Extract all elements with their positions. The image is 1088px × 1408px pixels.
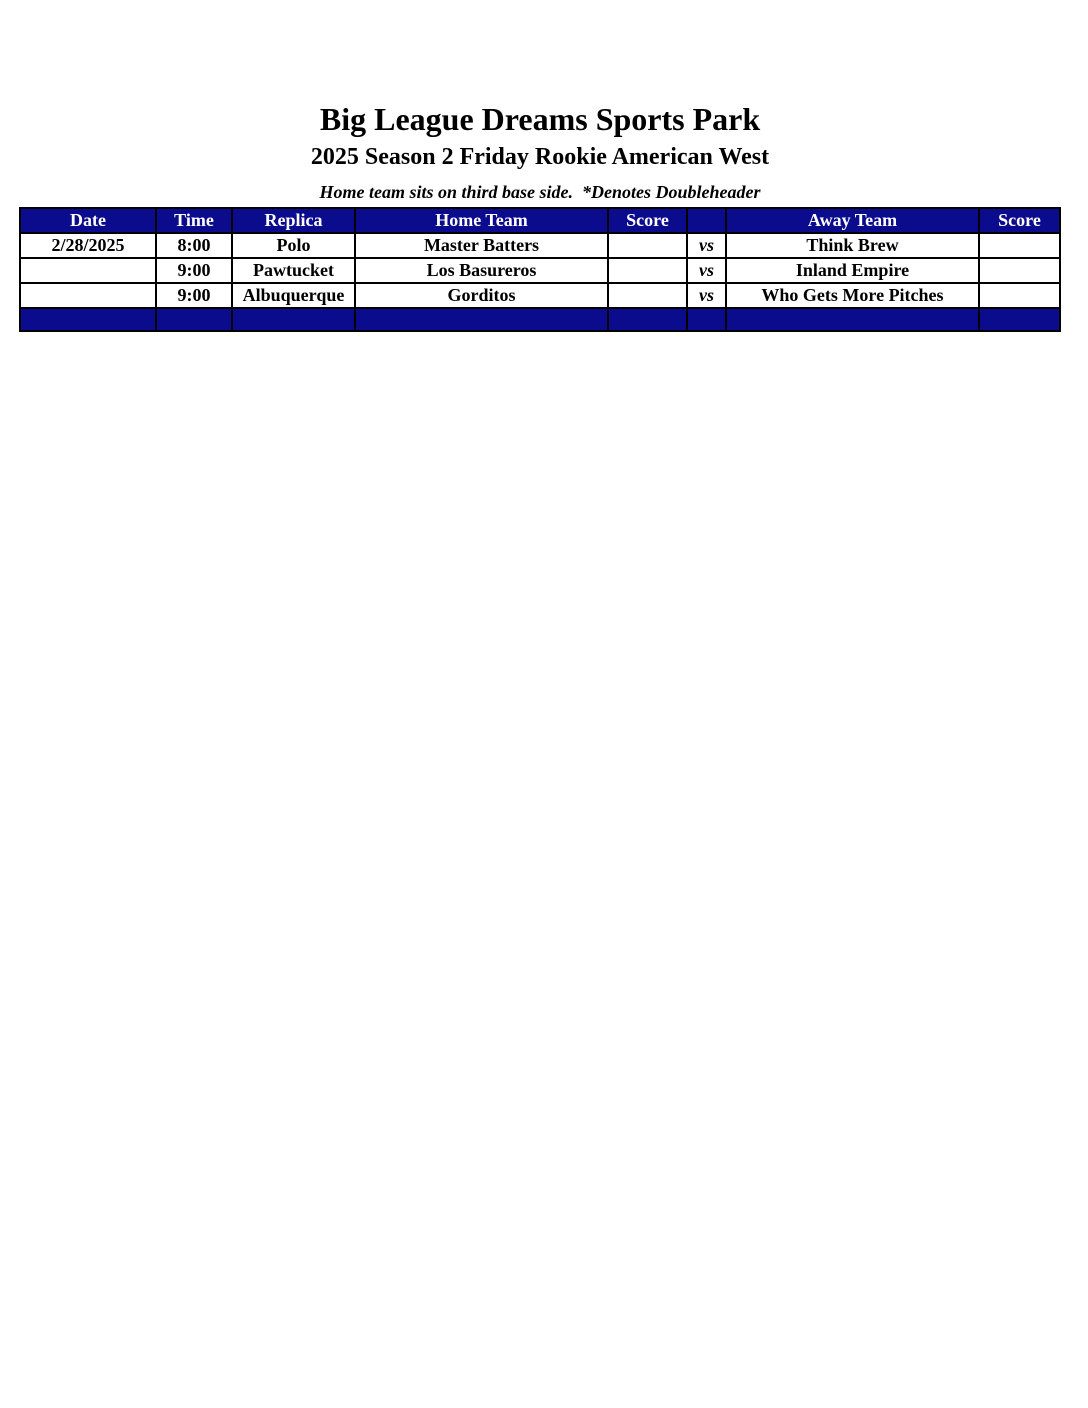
home-score-cell <box>608 283 687 308</box>
column-header-away-score: Score <box>979 208 1060 233</box>
footer-band-cell <box>156 308 232 331</box>
date-cell <box>20 258 156 283</box>
away-score-cell <box>979 233 1060 258</box>
date-cell <box>20 283 156 308</box>
column-header-time: Time <box>156 208 232 233</box>
table-row <box>20 283 1060 308</box>
column-header-home-team: Home Team <box>355 208 608 233</box>
column-header-vs <box>687 208 726 233</box>
home-score-cell <box>608 258 687 283</box>
away-team-cell: Who Gets More Pitches <box>726 283 979 308</box>
column-header-away-team: Away Team <box>726 208 979 233</box>
page-subtitle: 2025 Season 2 Friday Rookie American West <box>310 144 770 170</box>
table-footer-band <box>20 308 1060 331</box>
footer-band-cell <box>608 308 687 331</box>
home-team-cell: Los Basureros <box>355 258 608 283</box>
vs-cell: vs <box>687 258 726 283</box>
footer-band-cell <box>20 308 156 331</box>
time-cell: 9:00 <box>156 283 232 308</box>
table-row <box>20 258 1060 283</box>
home-team-cell: Master Batters <box>355 233 608 258</box>
vs-cell: vs <box>687 283 726 308</box>
column-header-replica: Replica <box>232 208 355 233</box>
footer-band-cell <box>979 308 1060 331</box>
footer-band-cell <box>232 308 355 331</box>
doubleheader-note: Home team sits on third base side. *Denotes Doubleheader <box>319 182 761 202</box>
home-team-cell: Gorditos <box>355 283 608 308</box>
replica-cell: Albuquerque <box>232 283 355 308</box>
time-cell: 8:00 <box>156 233 232 258</box>
vs-cell: vs <box>687 233 726 258</box>
footer-band-cell <box>726 308 979 331</box>
away-team-cell: Think Brew <box>726 233 979 258</box>
time-cell: 9:00 <box>156 258 232 283</box>
away-score-cell <box>979 283 1060 308</box>
footer-band-cell <box>355 308 608 331</box>
column-header-date: Date <box>20 208 156 233</box>
page-title: Big League Dreams Sports Park <box>319 101 761 137</box>
away-score-cell <box>979 258 1060 283</box>
replica-cell: Polo <box>232 233 355 258</box>
home-score-cell <box>608 233 687 258</box>
header-row <box>20 208 1060 233</box>
table-row <box>20 233 1060 258</box>
date-cell: 2/28/2025 <box>20 233 156 258</box>
footer-band-cell <box>687 308 726 331</box>
away-team-cell: Inland Empire <box>726 258 979 283</box>
column-header-home-score: Score <box>608 208 687 233</box>
schedule-table <box>19 207 1061 332</box>
replica-cell: Pawtucket <box>232 258 355 283</box>
